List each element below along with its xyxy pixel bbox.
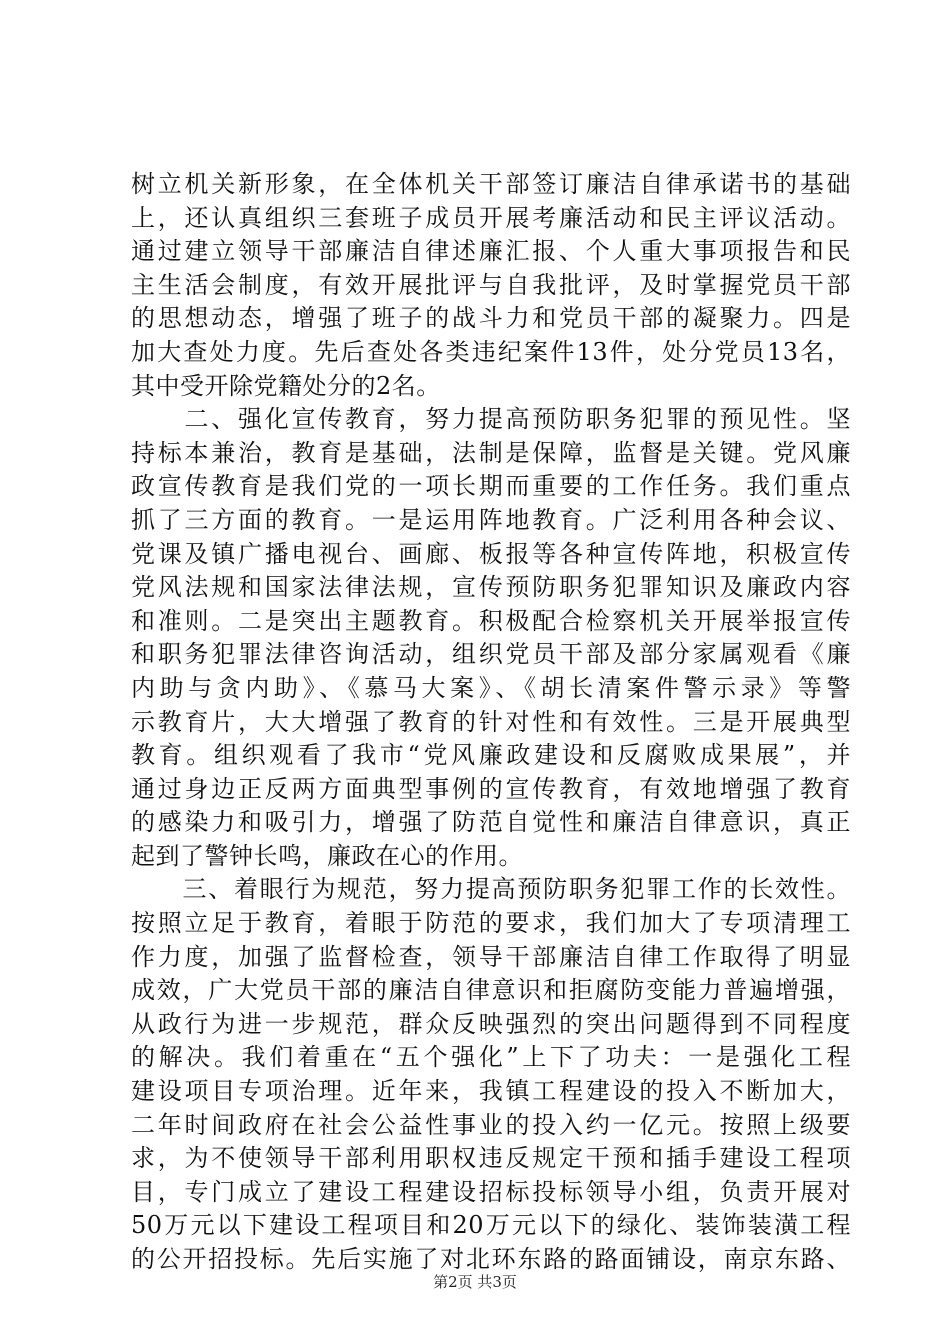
text-line: 抓了三方面的教育。一是运用阵地教育。广泛利用各种会议、 (131, 505, 851, 534)
text-line: 二年时间政府在社会公益性事业的投入约一亿元。按照上级要 (131, 1110, 851, 1139)
text-line: 建设项目专项治理。近年来，我镇工程建设的投入不断加大， (131, 1077, 851, 1106)
text-line: 作力度，加强了监督检查，领导干部廉洁自律工作取得了明显 (131, 942, 851, 971)
text-line: 内助与贪内助》、《慕马大案》、《胡长清案件警示录》等警 (131, 673, 851, 702)
text-line: 50万元以下建设工程项目和20万元以下的绿化、装饰装潢工程 (131, 1211, 851, 1240)
text-line: 其中受开除党籍处分的2名。 (131, 371, 441, 400)
text-line: 目，专门成立了建设工程建设招标投标领导小组，负责开展对 (131, 1177, 851, 1206)
text-line: 从政行为进一步规范，群众反映强烈的突出问题得到不同程度 (131, 1009, 851, 1038)
page-footer: 第2页 共3页 (433, 1273, 517, 1291)
text-line: 成效，广大党员干部的廉洁自律意识和拒腐防变能力普遍增强， (131, 976, 851, 1005)
text-line: 和准则。二是突出主题教育。积极配合检察机关开展举报宣传 (131, 606, 851, 635)
text-line: 的公开招投标。先后实施了对北环东路的路面铺设，南京东路、 (131, 1245, 851, 1273)
text-line: 通过建立领导干部廉洁自律述廉汇报、个人重大事项报告和民 (131, 237, 851, 266)
text-line: 三、着眼行为规范，努力提高预防职务犯罪工作的长效性。 (131, 875, 851, 904)
text-line: 教育。组织观看了我市“党风廉政建设和反腐败成果展”，并 (131, 741, 851, 770)
text-line: 起到了警钟长鸣，廉政在心的作用。 (131, 841, 523, 870)
text-line: 党风法规和国家法律法规，宣传预防职务犯罪知识及廉政内容 (131, 573, 851, 602)
document-body (131, 168, 851, 1277)
text-line: 政宣传教育是我们党的一项长期而重要的工作任务。我们重点 (131, 472, 851, 501)
text-line: 二、强化宣传教育，努力提高预防职务犯罪的预见性。坚 (131, 405, 851, 434)
text-line: 的思想动态，增强了班子的战斗力和党员干部的凝聚力。四是 (131, 304, 851, 333)
text-line: 求，为不使领导干部利用职权违反规定干预和插手建设工程项 (131, 1144, 851, 1173)
text-line: 的感染力和吸引力，增强了防范自觉性和廉洁自律意识，真正 (131, 808, 851, 837)
text-line: 的解决。我们着重在“五个强化”上下了功夫：一是强化工程 (131, 1043, 851, 1072)
text-line: 党课及镇广播电视台、画廊、板报等各种宣传阵地，积极宣传 (131, 539, 851, 568)
text-line: 按照立足于教育，着眼于防范的要求，我们加大了专项清理工 (131, 909, 851, 938)
text-line: 加大查处力度。先后查处各类违纪案件13件，处分党员13名， (131, 337, 851, 366)
text-line: 树立机关新形象，在全体机关干部签订廉洁自律承诺书的基础 (131, 170, 851, 198)
text-line: 上，还认真组织三套班子成员开展考廉活动和民主评议活动。 (131, 203, 851, 232)
text-line: 和职务犯罪法律咨询活动，组织党员干部及部分家属观看《廉 (131, 640, 851, 669)
text-line: 示教育片，大大增强了教育的针对性和有效性。三是开展典型 (131, 707, 851, 736)
text-line: 主生活会制度，有效开展批评与自我批评，及时掌握党员干部 (131, 270, 851, 299)
text-line: 持标本兼治，教育是基础，法制是保障，监督是关键。党风廉 (131, 438, 851, 467)
text-line: 通过身边正反两方面典型事例的宣传教育，有效地增强了教育 (131, 774, 851, 803)
